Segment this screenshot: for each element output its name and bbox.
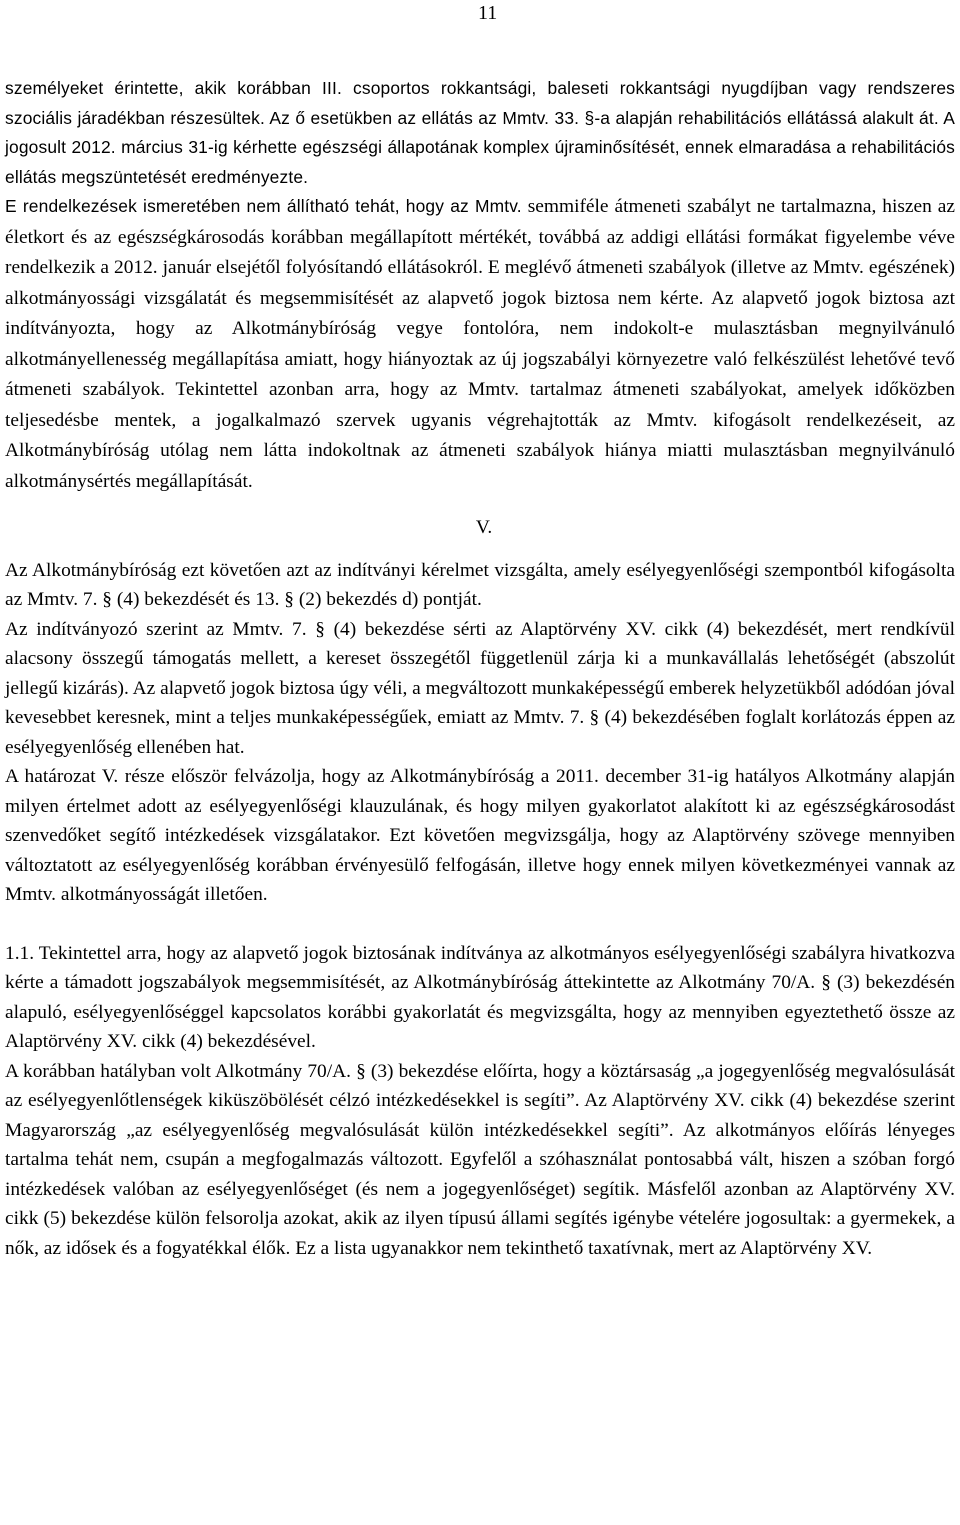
paragraph-constitution-comparison: A korábban hatályban volt Alkotmány 70/A. § (3) bekezdése előírta, hogy a köztársaság „a jogegyenlőség megvalósulását az esélyegyenlőtlenségek kiküszöbölését célzó intézkedésekkel is segíti”. Az Alaptörvény XV. cikk (4) bekezdése szerint Magyarország „az esélyegyenlőség megvalósulását külön intézkedésekkel segíti”. Az alkotmányos előírás lényeges tartalma tehát nem, csupán a megfogalmazás változott. Egyfelől a szóhasználat pontosabbá vált, hiszen a szóban forgó intézkedések valóban az esélyegyenlőséget (és nem a jogegyenlőséget) segítik. Másfelől azonban az Alaptörvény XV. cikk (5) bekezdése külön felsorolja azokat, akik az ilyen típusú állami segítés igénybe vételére jogosultak: a gyermekek, a nők, az idősek és a fogyatékkal élők. Ez a lista ugyanakkor nem tekinthető taxatívnak, mert az Alaptörvény XV. — [5, 1060, 955, 1259]
paragraph-petitioner-argument: Az indítványozó szerint az Mmtv. 7. § (4) bekezdése sérti az Alaptörvény XV. cikk (4) bekezdését, mert rendkívül alacsony összegű támogatás mellett, a kereset összegétől függetlenül zárja ki a munkavállalás lehetőségét (abszolút jellegű kizárás). Az alapvető jogok biztosa úgy véli, a megváltozott munkaképességű emberek helyzetükből adódóan jóval kevesebbet keresnek, mint a teljes munkaképességűek, emiatt az Mmtv. 7. § (4) bekezdésében foglalt korlátozás éppen az esélyegyenlőség ellenében hat. — [5, 618, 955, 758]
paragraph-transitional-rules-body: semmiféle átmeneti szabályt ne tartalmazna, hiszen az életkort és az egészségkárosodás korábban megállapított mértékét, továbbá az addigi ellátási formákat figyelembe véve rendelkezik a 2012. január elsejétől folyósítandó ellátásokról. E meglévő átmeneti szabályok (illetve az Mmtv. egészének) alkotmányossági vizsgálatát és megsemmisítését az alapvető jogok biztosa nem kérte. Az alapvető jogok biztosa azt indítványozta, hogy az Alkotmánybíróság vegye fontolóra, nem indokolt-e mulasztásban megnyilvánuló alkotmányellenesség megállapítása amiatt, hogy hiányoztak az új jogszabályi környezetre való felkészülést lehetővé tevő átmeneti szabályok. Tekintettel azonban arra, hogy az Mmtv. tartalmaz átmeneti szabályokat, amelyek időközben teljesedésbe mentek, a jogalkalmazó szervek ugyanis végrehajtották az Mmtv. kifogásolt rendelkezéseit, az Alkotmánybíróság utólag nem látta indokoltnak az átmeneti szabályok hiánya miatti mulasztásban megnyilvánuló alkotmánysértés megállapítását. — [5, 196, 955, 492]
paragraph-transitional-rules-lead: E rendelkezések ismeretében nem állítható tehát, hogy az Mmtv. — [5, 196, 522, 216]
page-number: 11 — [478, 2, 498, 24]
paragraph-transitional-rules — [5, 192, 955, 497]
paragraph-spacer — [5, 910, 955, 939]
paragraph-section-1-1: 1.1. Tekintettel arra, hogy az alapvető jogok biztosának indítványa az alkotmányos esélyegyenlőségi szabályra hivatkozva kérte a támadott jogszabályok megsemmisítését, az Alkotmánybíróság áttekintette az Alkotmány 70/A. § (3) bekezdésén alapuló, esélyegyenlőséggel kapcsolatos korábbi gyakorlatát és megvizsgálta, hogy az mennyiben egyeztethető össze az Alaptörvény XV. cikk (4) bekezdésével. — [5, 942, 955, 1052]
paragraph-decision-outline: A határozat V. része először felvázolja, hogy az Alkotmánybíróság a 2011. december 31-ig hatályos Alkotmány alapján milyen értelmet adott az esélyegyenlőségi klauzulának, és hogy milyen gyakorlatot alakított ki az egészségkárosodást szenvedőket segítő intézkedések vizsgálatakor. Ezt követően megvizsgálja, hogy az Alaptörvény szövege mennyiben változtatott az esélyegyenlőség korábban érvényesülő felfogásán, illetve hogy ennek milyen következményei vannak az Mmtv. alkotmányosságát illetően. — [5, 766, 955, 905]
document-body — [5, 74, 955, 1263]
paragraph-equal-opportunity-request: Az Alkotmánybíróság ezt követően azt az indítványi kérelmet vizsgálta, amely esélyegyenlőségi szempontból kifogásolta az Mmtv. 7. § (4) bekezdését és 13. § (2) bekezdés d) pontját. — [5, 559, 955, 610]
section-heading: V. — [475, 517, 493, 538]
paragraph-intro: személyeket érintette, akik korábban III. csoportos rokkantsági, baleseti rokkantsági nyugdíjban vagy rendszeres szociális járadékban részesültek. Az ő esetükben az ellátás az Mmtv. 33. §-a alapján rehabilitációs ellátássá alakult át. A jogosult 2012. március 31-ig kérhette egészségi állapotának komplex újraminősítését, ennek elmaradása a rehabilitációs ellátás megszüntetését eredményezte. — [5, 78, 955, 187]
